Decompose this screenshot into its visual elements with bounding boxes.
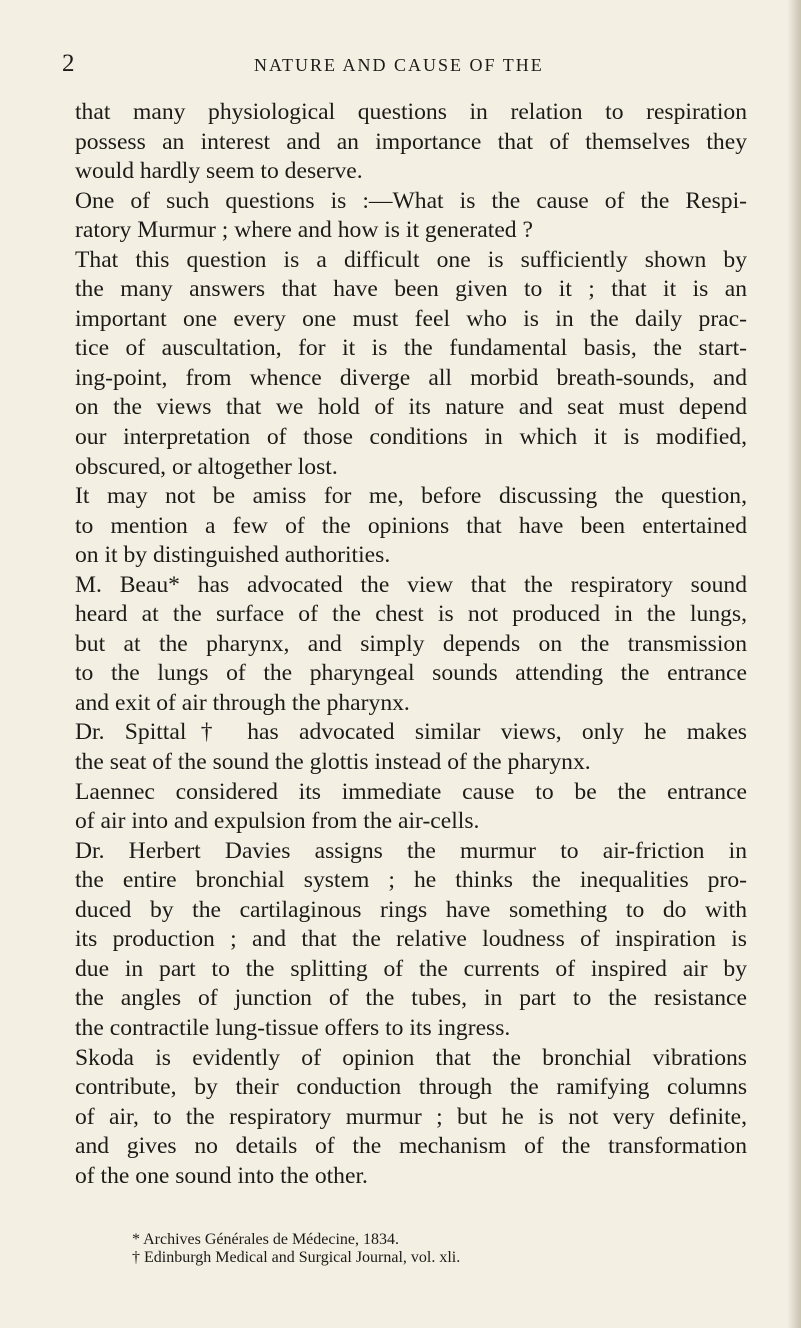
text-line: tice of auscultation, for it is the fundamental basis, the start-	[75, 335, 747, 362]
paragraph	[75, 98, 747, 187]
text-line: to mention a few of the opinions that have been entertained	[75, 512, 747, 539]
text-line: on it by distinguished authorities.	[75, 542, 391, 569]
text-line: Skoda is evidently of opinion that the bronchial vibrations	[75, 1044, 747, 1071]
text-line: duced by the cartilaginous rings have something to do with	[75, 896, 747, 923]
footnote-beau: * Archives Générales de Médecine, 1834.	[132, 1231, 400, 1248]
text-line: important one every one must feel who is in the daily prac-	[75, 305, 747, 332]
text-line: the seat of the sound the glottis instead of the pharynx.	[75, 749, 591, 776]
text-line: obscured, or altogether lost.	[75, 453, 338, 480]
footnote-spittal: † Edinburgh Medical and Surgical Journal, vol. xli.	[132, 1249, 461, 1266]
text-line: the many answers that have been given to it ; that it is an	[75, 276, 747, 303]
paragraph	[75, 778, 747, 837]
paragraph	[75, 837, 747, 1044]
text-line: to the lungs of the pharyngeal sounds attending the entrance	[75, 660, 747, 687]
text-line: its production ; and that the relative loudness of inspiration is	[75, 926, 747, 953]
text-line: the angles of junction of the tubes, in part to the resistance	[75, 985, 747, 1012]
text-line: on the views that we hold of its nature and seat must depend	[75, 394, 747, 421]
text-line: ratory Murmur ; where and how is it generated ?	[75, 217, 533, 244]
footnotes	[132, 1231, 692, 1267]
paragraph	[75, 187, 747, 246]
text-line: One of such questions is :—What is the cause of the Respi-	[75, 187, 747, 214]
text-line: Laennec considered its immediate cause to be the entrance	[75, 778, 747, 805]
text-line: Dr. Spittal† has advocated similar views, only he makes	[75, 719, 747, 746]
page-edge-shadow	[787, 0, 801, 1328]
text-line: due in part to the splitting of the currents of inspired air by	[75, 955, 747, 982]
text-line: and exit of air through the pharynx.	[75, 689, 410, 716]
text-line: of air into and expulsion from the air-cells.	[75, 808, 480, 835]
body-text	[75, 98, 747, 1191]
text-line: It may not be amiss for me, before discussing the question,	[75, 483, 747, 510]
text-line: but at the pharynx, and simply depends on the transmission	[75, 630, 747, 657]
text-line: ing-point, from whence diverge all morbid breath-sounds, and	[75, 364, 747, 391]
page-number: 2	[62, 50, 75, 77]
text-line: that many physiological questions in relation to respiration	[75, 99, 747, 125]
text-line: the entire bronchial system ; he thinks the inequalities pro-	[75, 867, 747, 894]
paragraph	[75, 482, 747, 571]
text-line: of air, to the respiratory murmur ; but he is not very definite,	[75, 1103, 747, 1130]
text-line: Dr. Herbert Davies assigns the murmur to air-friction in	[75, 837, 747, 864]
text-line: M. Beau* has advocated the view that the respiratory sound	[75, 571, 747, 598]
text-line: heard at the surface of the chest is not produced in the lungs,	[75, 601, 747, 628]
running-title: NATURE AND CAUSE OF THE	[254, 55, 544, 75]
text-line: of the one sound into the other.	[75, 1162, 368, 1189]
paragraph	[75, 718, 747, 777]
text-line: our interpretation of those conditions in which it is modified,	[75, 424, 747, 451]
text-line: possess an interest and an importance that of themselves they	[75, 128, 747, 155]
text-line: and gives no details of the mechanism of the transformation	[75, 1133, 747, 1160]
text-line: That this question is a difficult one is sufficiently shown by	[75, 246, 747, 273]
text-line: the contractile lung-tissue offers to its ingress.	[75, 1014, 511, 1041]
running-head	[62, 50, 762, 80]
paragraph	[75, 571, 747, 719]
text-line: would hardly seem to deserve.	[75, 158, 363, 185]
paragraph	[75, 1044, 747, 1192]
paragraph	[75, 246, 747, 482]
text-line: contribute, by their conduction through the ramifying columns	[75, 1074, 747, 1101]
